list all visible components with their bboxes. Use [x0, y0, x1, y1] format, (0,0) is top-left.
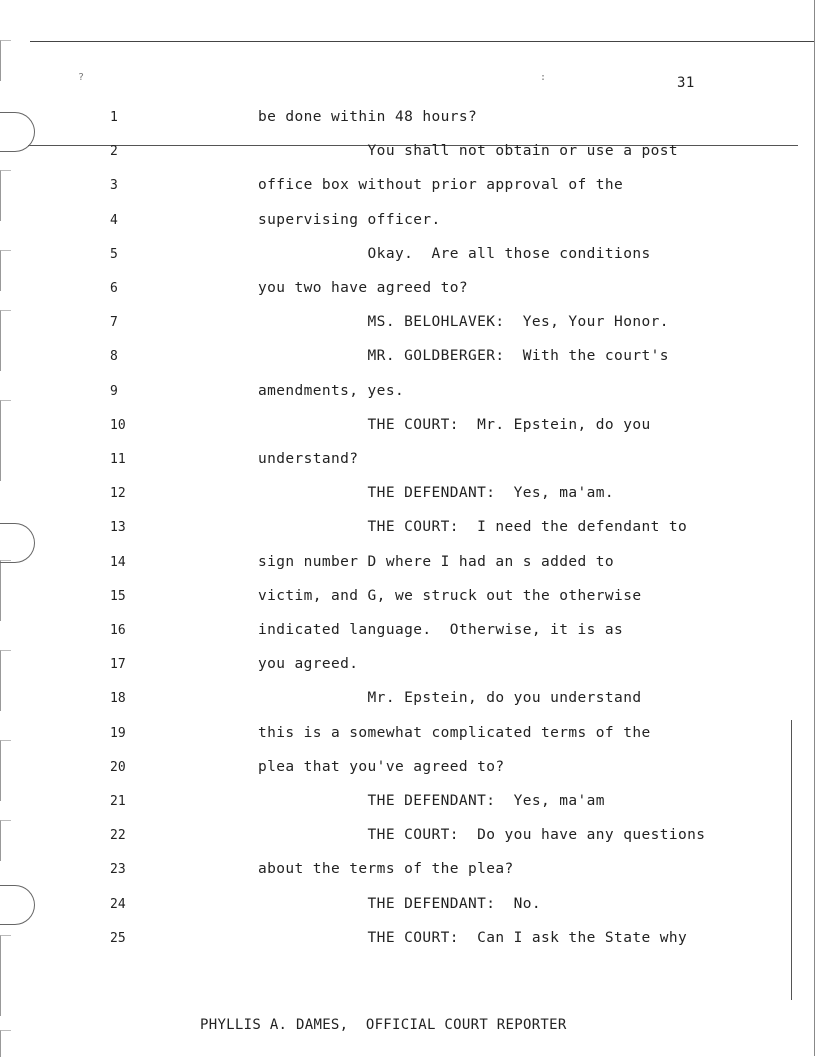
transcript-line: this is a somewhat complicated terms of the [258, 724, 651, 741]
binding-mark [0, 650, 11, 711]
transcript-line: you two have agreed to? [258, 280, 468, 296]
line-number: 8 [110, 349, 118, 365]
transcript-line: understand? [258, 451, 359, 467]
transcript-line: Okay. Are all those conditions [258, 245, 651, 262]
binding-mark [0, 400, 11, 481]
line-number: 19 [110, 725, 126, 741]
line-number: 15 [110, 588, 126, 604]
line-number: 5 [110, 246, 118, 262]
line-number: 7 [110, 315, 118, 331]
transcript-line: amendments, yes. [258, 382, 405, 399]
right-margin-line [791, 720, 792, 1000]
transcript-line: indicated language. Otherwise, it is as [258, 622, 624, 638]
binding-mark [0, 740, 11, 801]
page-number: 31 [677, 75, 695, 91]
line-number: 4 [110, 212, 118, 228]
punch-hole [0, 112, 35, 152]
punch-hole [0, 885, 35, 925]
scan-speck: ? [78, 72, 85, 83]
transcript-line: MR. GOLDBERGER: With the court's [258, 348, 669, 365]
binding-mark [0, 40, 11, 81]
line-number: 9 [110, 383, 118, 399]
transcript-line: THE DEFENDANT: No. [258, 895, 542, 912]
line-number: 24 [110, 896, 126, 912]
transcript-line: MS. BELOHLAVEK: Yes, Your Honor. [258, 314, 669, 331]
right-edge-line [814, 0, 815, 1056]
line-number: 13 [110, 520, 126, 536]
binding-mark [0, 310, 11, 371]
line-number: 10 [110, 417, 126, 433]
transcript-line: THE DEFENDANT: Yes, ma'am. [258, 485, 615, 502]
line-number: 14 [110, 554, 126, 570]
line-number: 23 [110, 862, 126, 878]
scan-speck: : [540, 72, 547, 83]
transcript-line: you agreed. [258, 656, 359, 673]
transcript-line: THE COURT: Can I ask the State why [258, 929, 688, 946]
line-number: 1 [110, 110, 118, 125]
binding-mark [0, 935, 11, 1016]
line-number: 22 [110, 828, 126, 844]
court-reporter-footer: PHYLLIS A. DAMES, OFFICIAL COURT REPORTER [200, 1017, 567, 1033]
binding-mark [0, 560, 11, 621]
line-number: 3 [110, 178, 118, 194]
transcript-line: THE COURT: Do you have any questions [258, 827, 706, 844]
line-number: 6 [110, 281, 118, 296]
line-number: 18 [110, 691, 126, 707]
line-number: 21 [110, 794, 126, 809]
binding-mark [0, 250, 11, 291]
transcript-line: office box without prior approval of the [258, 177, 624, 194]
transcript-line: be done within 48 hours? [258, 109, 478, 125]
transcript-line: Mr. Epstein, do you understand [258, 690, 642, 707]
line-number: 2 [110, 144, 118, 160]
binding-mark [0, 1030, 11, 1057]
line-number: 11 [110, 452, 126, 467]
binding-mark [0, 170, 11, 221]
top-border-line [30, 41, 815, 42]
binding-mark [0, 820, 11, 861]
line-number: 20 [110, 759, 126, 775]
transcript-line: THE COURT: Mr. Epstein, do you [258, 416, 651, 433]
transcript-line: supervising officer. [258, 211, 441, 228]
transcript-line: THE DEFENDANT: Yes, ma'am [258, 793, 605, 809]
line-number: 12 [110, 486, 126, 502]
punch-hole [0, 523, 35, 563]
line-number: 16 [110, 623, 126, 638]
transcript-line: THE COURT: I need the defendant to [258, 519, 688, 536]
line-number: 25 [110, 930, 126, 946]
transcript-line: about the terms of the plea? [258, 861, 514, 878]
transcript-line: sign number D where I had an s added to [258, 553, 615, 570]
line-number: 17 [110, 657, 126, 673]
transcript-line: plea that you've agreed to? [258, 758, 505, 775]
transcript-line: You shall not obtain or use a post [258, 143, 678, 160]
transcript-line: victim, and G, we struck out the otherwise [258, 587, 642, 604]
